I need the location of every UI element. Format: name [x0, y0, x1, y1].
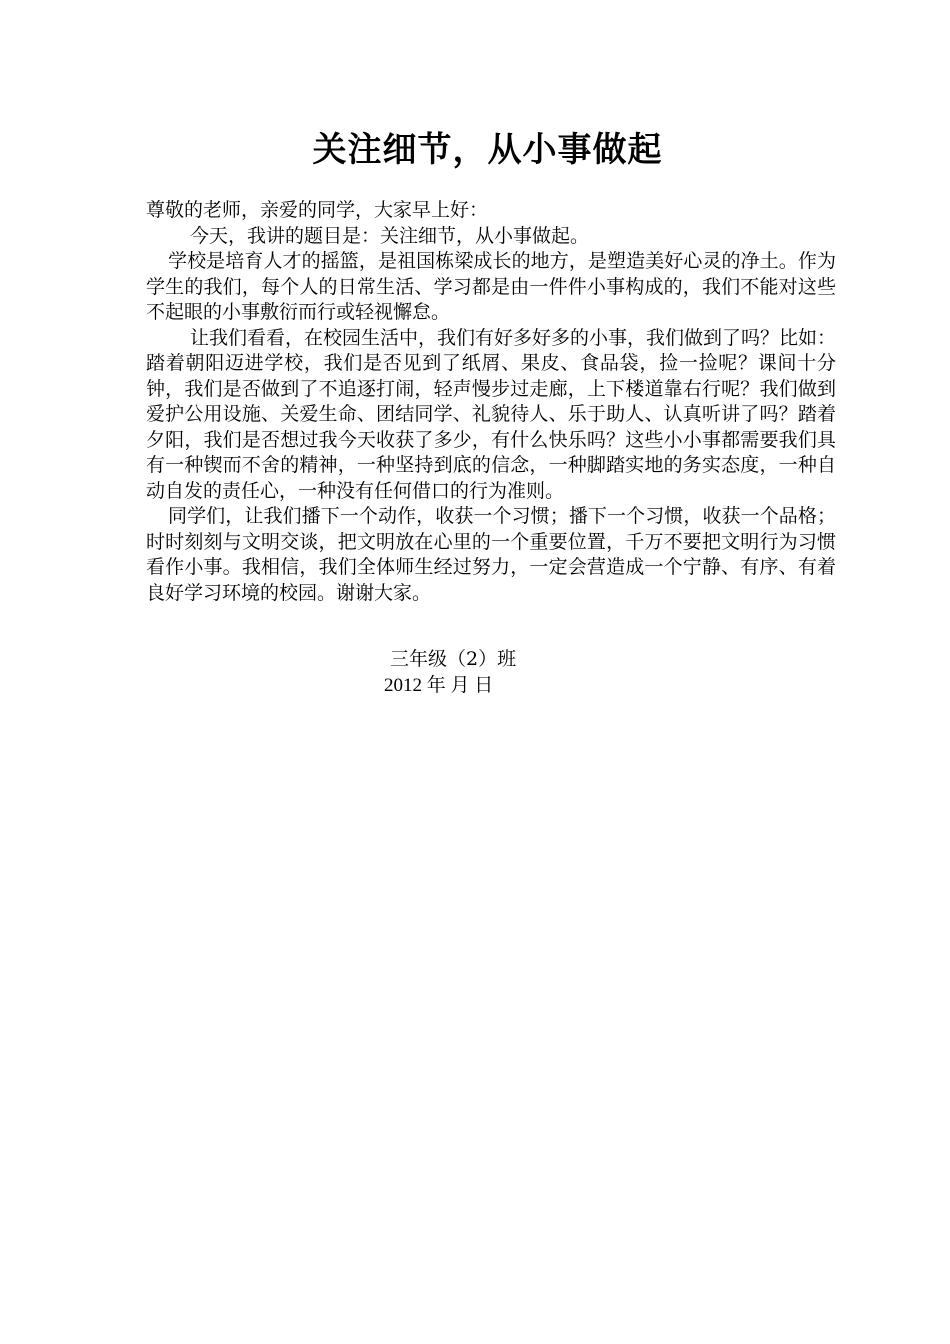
paragraph-conclusion: 同学们，让我们播下一个动作，收获一个习惯；播下一个习惯，收获一个品格；时时刻刻与文明交谈，把文明放在心里的一个重要位置，千万不要把文明行为习惯看作小事。我相信，我们全体师生经过努力，一定会营造成一个宁静、有序、有着良好学习环境的校园。谢谢大家。 — [146, 505, 836, 604]
signature-date: 2012 年 月 日 — [384, 674, 494, 696]
paragraph-school: 学校是培育人才的摇篮，是祖国栋梁成长的地方，是塑造美好心灵的净土。作为学生的我们，每个人的日常生活、学习都是由一件件小事构成的，我们不能对这些不起眼的小事敷衍而行或轻视懈怠。 — [146, 250, 836, 323]
signature-block — [340, 647, 600, 698]
signature-class: 三年级（2）班 — [390, 648, 517, 670]
speech-body — [146, 198, 836, 606]
paragraph-campus-life: 让我们看看，在校园生活中，我们有好多好多的小事，我们做到了吗？比如：踏着朝阳迈进学校，我们是否见到了纸屑、果皮、食品袋，捡一捡呢？课间十分钟，我们是否做到了不追逐打闹，轻声慢步过走廊，上下楼道靠右行呢？我们做到爱护公用设施、关爱生命、团结同学、礼貌待人、乐于助人、认真听讲了吗？踏着夕阳，我们是否想过我今天收获了多少，有什么快乐吗？这些小小事都需要我们具有一种锲而不舍的精神，一种坚持到底的信念，一种脚踏实地的务实态度，一种自动自发的责任心，一种没有任何借口的行为准则。 — [146, 326, 837, 502]
paragraph-topic: 今天，我讲的题目是：关注细节，从小事做起。 — [190, 224, 590, 247]
document-title: 关注细节，从小事做起 — [312, 130, 663, 170]
salutation: 尊敬的老师，亲爱的同学，大家早上好： — [146, 199, 489, 221]
